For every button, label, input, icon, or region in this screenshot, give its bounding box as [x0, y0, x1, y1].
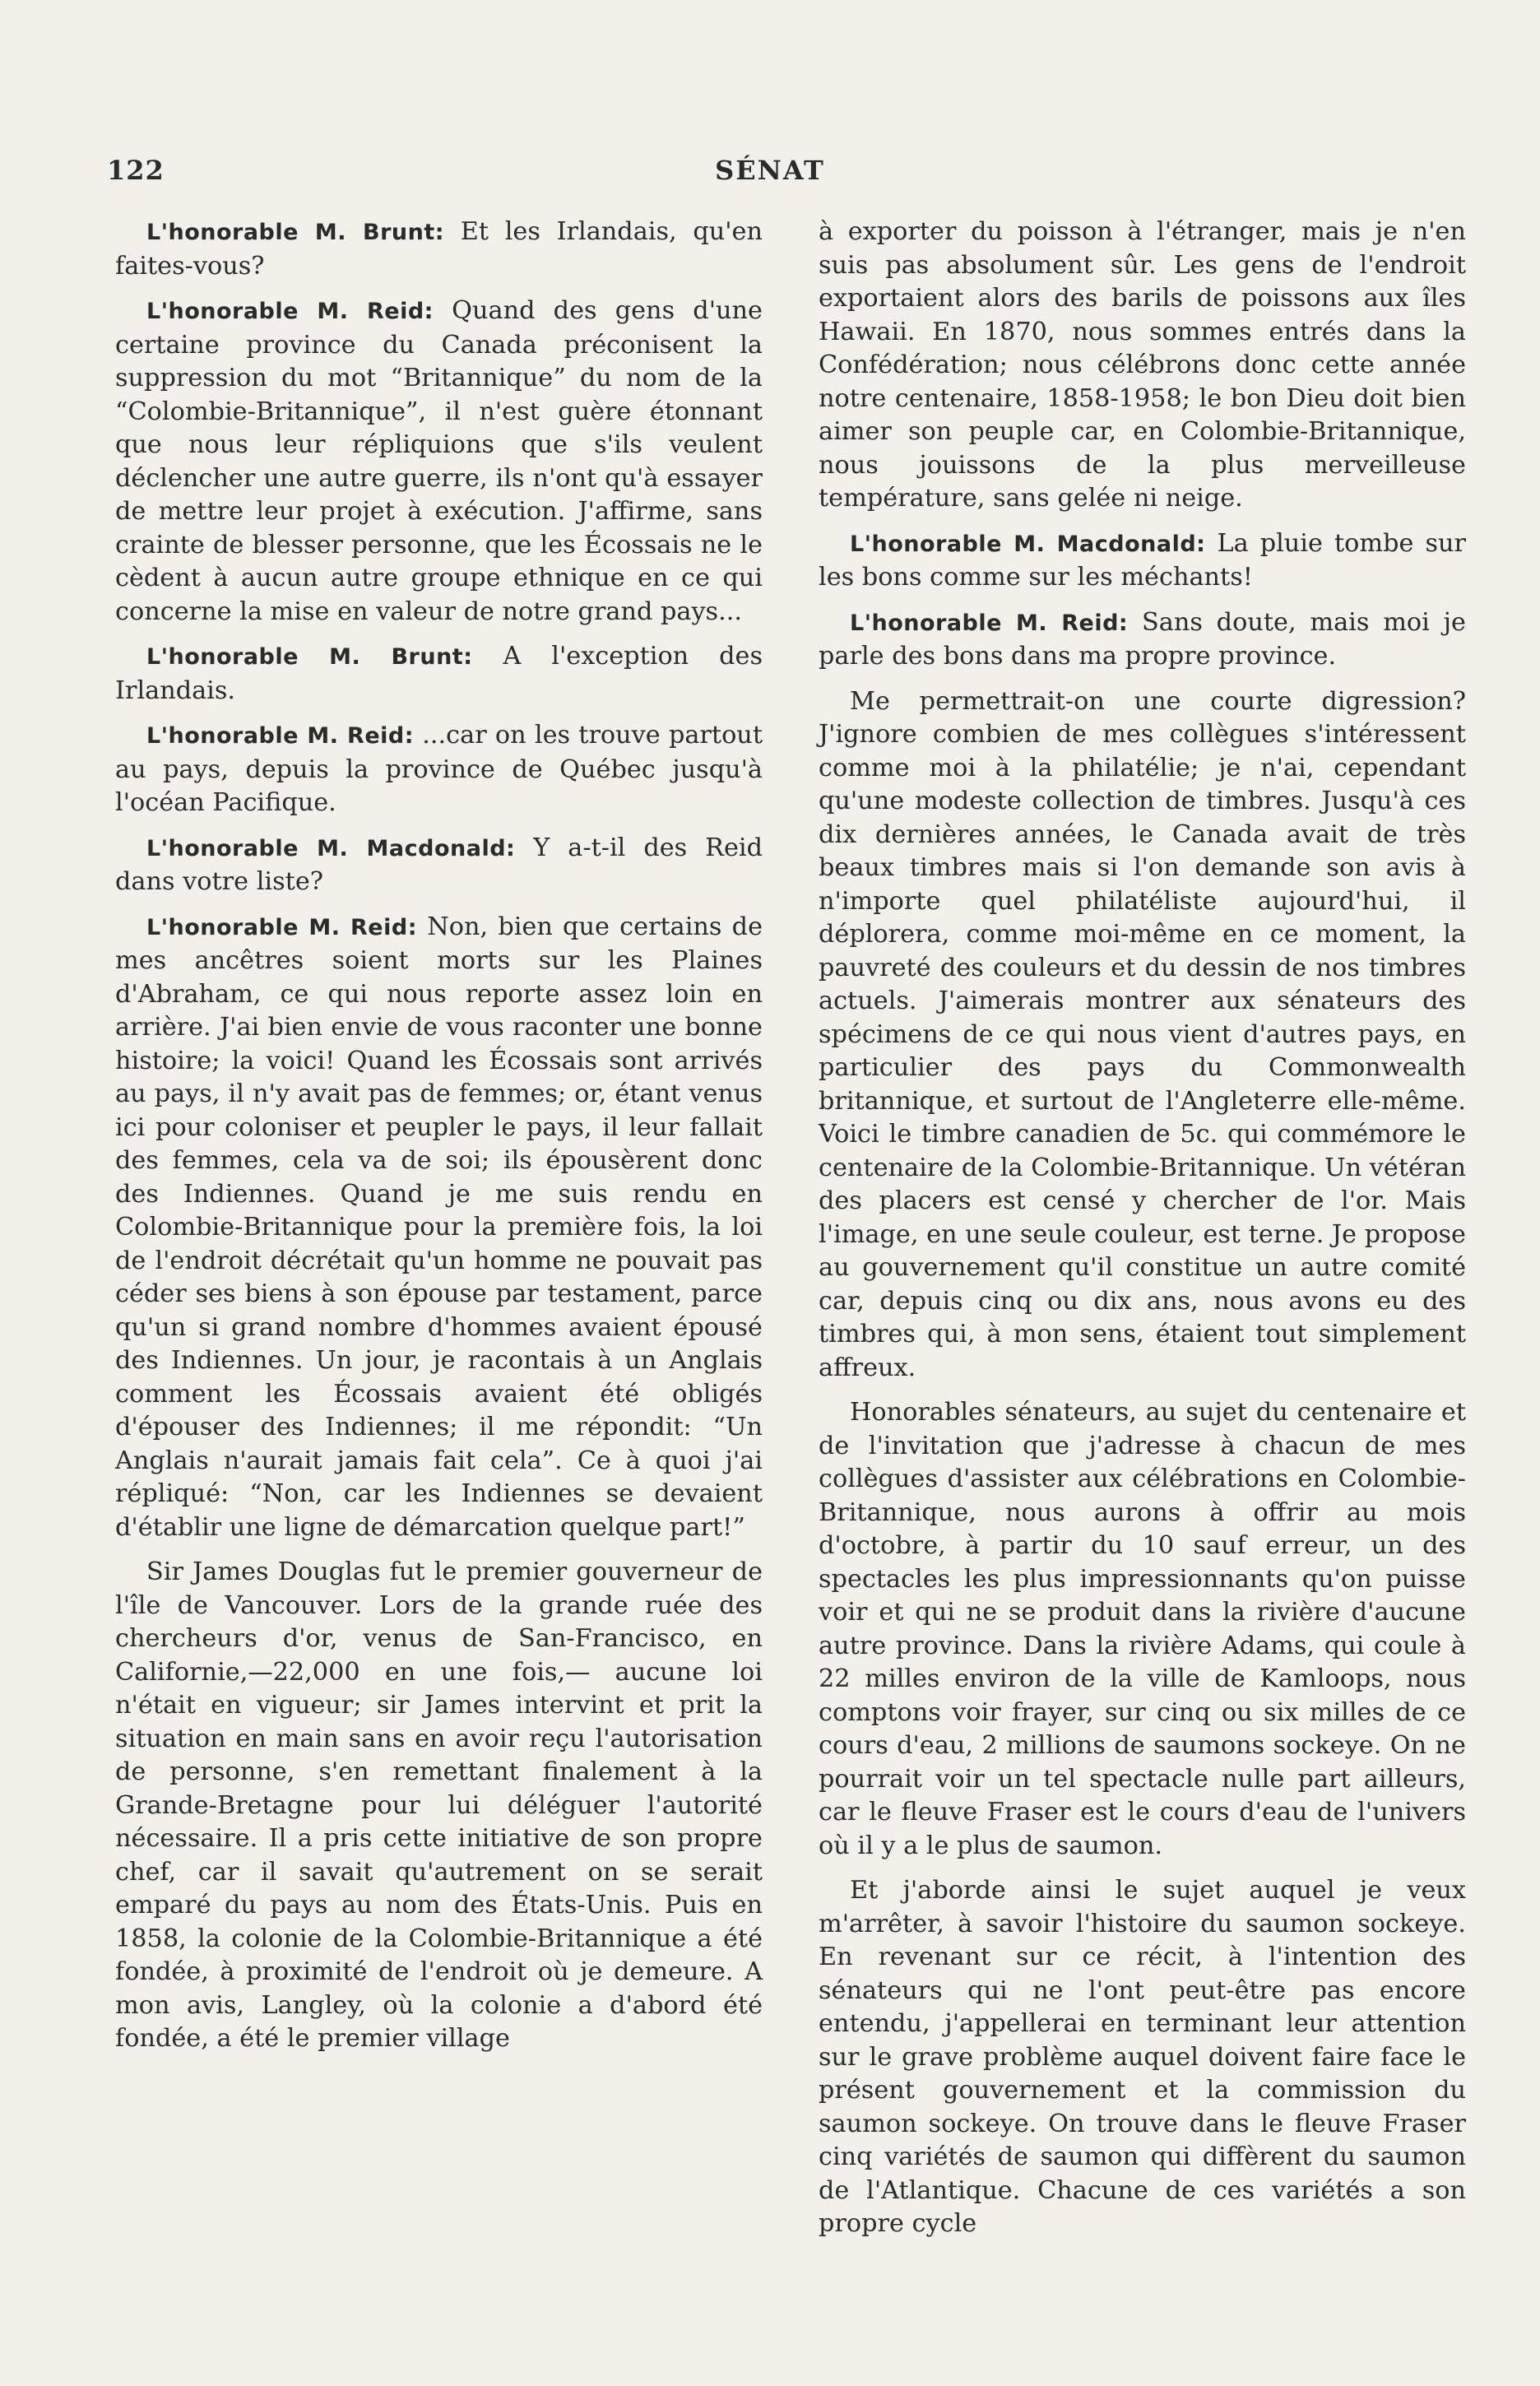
- speaker-name: L'honorable M. Macdonald:: [850, 531, 1206, 557]
- paragraph: [115, 640, 763, 708]
- speaker-name: L'honorable M. Brunt:: [146, 644, 473, 670]
- paragraph: [115, 832, 763, 899]
- paragraph-text: Quand des gens d'une certaine province du Canada préconisent la suppression du mot “Britannique” du nom de la “Colombie-Britannique”, il n'est guère étonnant que nous leur répliquions que s'ils veulent déclencher une autre guerre, ils n'ont qu'à essayer de mettre leur projet à exécution. J'affirme, sans crainte de blesser personne, que les Écossais ne le cèdent à aucun autre groupe ethnique en ce qui concerne la mise en valeur de notre grand pays...: [115, 296, 763, 626]
- speaker-name: L'honorable M. Macdonald:: [146, 835, 516, 861]
- running-head: [107, 155, 1433, 188]
- paragraph-text: à exporter du poisson à l'étranger, mais je n'en suis pas absolument sûr. Les gens de l'endroit exportaient alors des barils de poissons aux îles Hawaii. En 1870, nous sommes entrés dans la Confédération; nous célébrons donc cette année notre centenaire, 1858-1958; le bon Dieu doit bien aimer son peuple car, en Colombie-Britannique, nous jouissons de la plus merveilleuse température, sans gelée ni neige.: [819, 217, 1466, 513]
- left-column: [115, 216, 763, 2223]
- text-columns: [115, 216, 1466, 2238]
- paragraph-text: Sans doute, mais moi je parle des bons dans ma propre province.: [819, 607, 1466, 671]
- paragraph: [819, 685, 1466, 1386]
- paragraph-text: Honorables sénateurs, au sujet du centenaire et de l'invitation que j'adresse à chacun de mes collègues d'assister aux célébrations en Colombie-Britannique, nous aurons à offrir au mois d'octobre, à partir du 10 sauf erreur, un des spectacles les plus impressionnants qu'on puisse voir et qui ne se produit dans la rivière d'aucune autre province. Dans la rivière Adams, qui coule à 22 milles environ de la ville de Kamloops, nous comptons voir frayer, sur cinq ou six milles de ce cours d'eau, 2 millions de saumons sockeye. On ne pourrait voir un tel spectacle nulle part ailleurs, car le fleuve Fraser est le cours d'eau de l'univers où il y a le plus de saumon.: [819, 1398, 1466, 1860]
- paragraph: [819, 527, 1466, 595]
- speaker-name: L'honorable M. Reid:: [146, 723, 415, 749]
- paragraph-text: Non, bien que certains de mes ancêtres soient morts sur les Plaines d'Abraham, ce qui nous reporte assez loin en arrière. J'ai bien envie de vous raconter une bonne histoire; la voici! Quand les Écossais sont arrivés au pays, il n'y avait pas de femmes; or, étant venus ici pour coloniser et peupler le pays, il leur fallait des femmes, cela va de soi; ils épousèrent donc des Indiennes. Quand je me suis rendu en Colombie-Britannique pour la première fois, la loi de l'endroit décrétait qu'un homme ne pouvait pas céder ses biens à son épouse par testament, parce qu'un si grand nombre d'hommes avaient épousé des Indiennes. Un jour, je racontais à un Anglais comment les Écossais avaient été obligés d'épouser des Indiennes; il me répondit: “Un Anglais n'aurait jamais fait cela”. Ce à quoi j'ai répliqué: “Non, car les Indiennes se devaient d'établir une ligne de démarcation quelque part!”: [115, 912, 763, 1542]
- speaker-name: L'honorable M. Reid:: [850, 610, 1129, 636]
- page-number: 122: [107, 155, 165, 186]
- paragraph-text: ...car on les trouve partout au pays, depuis la province de Québec jusqu'à l'océan Pacifique.: [115, 721, 763, 817]
- paragraph: [115, 1556, 763, 2056]
- paragraph: [819, 1396, 1466, 1863]
- paragraph-text: A l'exception des Irlandais.: [115, 642, 763, 705]
- paragraph: [819, 216, 1466, 516]
- paragraph-text: Sir James Douglas fut le premier gouverneur de l'île de Vancouver. Lors de la grande ruée des chercheurs d'or, venus de San-Francisco, en Californie,—22,000 en une fois,— aucune loi n'était en vigueur; sir James intervint et prit la situation en main sans en avoir reçu l'autorisation de personne, s'en remettant finalement à la Grande-Bretagne pour lui déléguer l'autorité nécessaire. Il a pris cette initiative de son propre chef, car il savait qu'autrement on se serait emparé du pays au nom des États-Unis. Puis en 1858, la colonie de la Colombie-Britannique a été fondée, à proximité de l'endroit où je demeure. A mon avis, Langley, où la colonie a d'abord été fondée, a été le premier village: [115, 1557, 763, 2053]
- paragraph-text: La pluie tombe sur les bons comme sur les méchants!: [819, 528, 1466, 592]
- paragraph: [819, 606, 1466, 674]
- paragraph-text: Y a-t-il des Reid dans votre liste?: [115, 833, 763, 896]
- section-title: SÉNAT: [715, 155, 825, 186]
- paragraph: [115, 719, 763, 820]
- speaker-name: L'honorable M. Brunt:: [146, 220, 445, 245]
- paragraph-text: Me permettrait-on une courte digression? J'ignore combien de mes collègues s'intéressent comme moi à la philatélie; je n'ai, cependant qu'une modeste collection de timbres. Jusqu'à ces dix dernières années, le Canada avait de très beaux timbres mais si l'on demande son avis à n'importe quel philatéliste aujourd'hui, il déplorera, comme moi-même en ce moment, la pauvreté des couleurs et du dessin de nos timbres actuels. J'aimerais montrer aux sénateurs des spécimens de ce qui nous vient d'autres pays, en particulier des pays du Commonwealth britannique, et surtout de l'Angleterre elle-même. Voici le timbre canadien de 5c. qui commémore le centenaire de la Colombie-Britannique. Un vétéran des placers est censé y chercher de l'or. Mais l'image, en une seule couleur, est terne. Je propose au gouvernement qu'il constitue un autre comité car, depuis cinq ou dix ans, nous avons eu des timbres qui, à mon sens, étaient tout simplement affreux.: [819, 686, 1466, 1382]
- paragraph: [115, 295, 763, 629]
- paragraph: [819, 1874, 1466, 2241]
- paragraph-text: Et j'aborde ainsi le sujet auquel je veux m'arrêter, à savoir l'histoire du saumon sockeye. En revenant sur ce récit, à l'intention des sénateurs qui ne l'ont peut-être pas encore entendu, j'appellerai en terminant leur attention sur le grave problème auquel doivent faire face le présent gouvernement et la commission du saumon sockeye. On trouve dans le fleuve Fraser cinq variétés de saumon qui diffèrent du saumon de l'Atlantique. Chacune de ces variétés a son propre cycle: [819, 1876, 1466, 2238]
- right-column: [819, 216, 1466, 2238]
- paragraph: [115, 216, 763, 283]
- speaker-name: L'honorable M. Reid:: [146, 914, 418, 940]
- speaker-name: L'honorable M. Reid:: [146, 299, 434, 324]
- paragraph: [115, 911, 763, 1545]
- paragraph-text: Et les Irlandais, qu'en faites-vous?: [115, 217, 763, 281]
